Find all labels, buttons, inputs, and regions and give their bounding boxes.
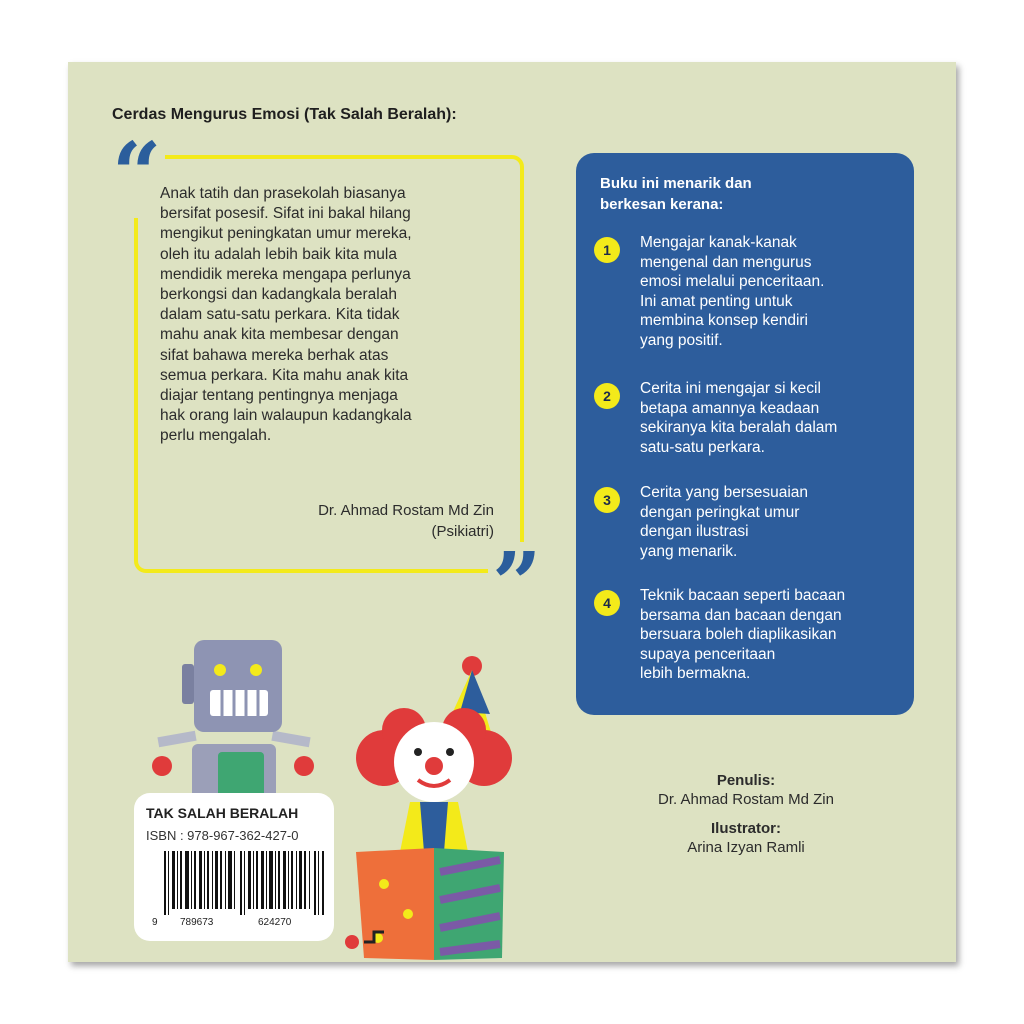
- credits: [596, 772, 896, 856]
- quote-line: oleh itu adalah lebih baik kita mula: [160, 245, 397, 263]
- quote-line: bersifat posesif. Sifat ini bakal hilang: [160, 205, 411, 223]
- quote-line: semua perkara. Kita mahu anak kita: [160, 366, 409, 384]
- open-quote-icon: “: [108, 132, 165, 218]
- barcode-digit-prefix: 9: [152, 917, 158, 928]
- isbn-book-title: TAK SALAH BERALAH: [146, 805, 299, 821]
- benefit-line: yang menarik.: [640, 542, 738, 560]
- quote-line: mahu anak kita membesar dengan: [160, 326, 399, 344]
- benefit-item-4: [594, 586, 900, 684]
- benefit-line: Teknik bacaan seperti bacaan: [640, 587, 846, 604]
- robot-illustration: [148, 634, 318, 804]
- number-badge: 1: [594, 237, 620, 263]
- quote-line: Anak tatih dan prasekolah biasanya: [160, 185, 406, 202]
- quote-line: dalam satu-satu perkara. Kita tidak: [160, 306, 400, 324]
- benefits-title-line: berkesan kerana:: [600, 196, 724, 213]
- quote-author-role: (Psikiatri): [431, 523, 494, 540]
- illustrator-name: Arina Izyan Ramli: [687, 839, 805, 856]
- benefit-item-2: [594, 379, 900, 457]
- barcode-digits-left: 789673: [180, 917, 214, 928]
- isbn-number: ISBN : 978-967-362-427-0: [146, 828, 299, 843]
- benefit-text: [640, 586, 900, 684]
- benefit-line: sekiranya kita beralah dalam: [640, 419, 838, 436]
- benefit-line: emosi melalui penceritaan.: [640, 273, 825, 290]
- benefit-line: membina konsep kendiri: [640, 312, 809, 329]
- benefit-line: Cerita ini mengajar si kecil: [640, 380, 821, 397]
- benefit-line: Ini amat penting untuk: [640, 292, 793, 310]
- benefit-line: supaya penceritaan: [640, 645, 776, 663]
- benefit-text: [640, 233, 900, 350]
- benefit-line: satu-satu perkara.: [640, 438, 765, 456]
- benefits-title-line: Buku ini menarik dan: [600, 175, 752, 192]
- quote-attribution: [318, 500, 494, 542]
- number-badge: 4: [594, 590, 620, 616]
- quote-line: hak orang lain walaupun kadangkala: [160, 407, 412, 425]
- quote-line: sifat bahawa mereka berhak atas: [160, 346, 389, 364]
- benefit-line: yang positif.: [640, 331, 723, 349]
- benefit-line: lebih bermakna.: [640, 665, 751, 682]
- book-back-cover: [68, 62, 956, 962]
- benefit-line: Cerita yang bersesuaian: [640, 484, 809, 501]
- writer-label: Penulis:: [716, 772, 776, 789]
- benefit-line: dengan peringkat umur: [640, 503, 800, 521]
- benefit-line: dengan ilustrasi: [640, 523, 749, 540]
- barcode-digits-right: 624270: [258, 917, 292, 928]
- isbn-label: [134, 793, 334, 941]
- benefits-panel: [576, 153, 914, 715]
- illustrator-label: Ilustrator:: [710, 820, 781, 837]
- number-badge: 2: [594, 383, 620, 409]
- quote-line: mendidik mereka mengapa perlunya: [160, 265, 411, 283]
- clown-jack-in-the-box-illustration: [344, 652, 524, 962]
- writer-name: Dr. Ahmad Rostam Md Zin: [658, 791, 834, 808]
- benefits-title: [600, 173, 752, 215]
- barcode-icon: [164, 851, 324, 915]
- quote-line: diajar tentang pentingnya menjaga: [160, 387, 398, 405]
- benefit-text: [640, 379, 900, 457]
- benefit-line: mengenal dan mengurus: [640, 253, 812, 271]
- benefit-text: [640, 483, 900, 561]
- quote-text: [160, 184, 460, 447]
- close-quote-icon: ”: [488, 542, 545, 628]
- benefit-line: betapa amannya keadaan: [640, 399, 820, 417]
- benefit-line: bersama dan bacaan dengan: [640, 606, 842, 624]
- benefit-line: Mengajar kanak-kanak: [640, 234, 797, 251]
- page-heading: Cerdas Mengurus Emosi (Tak Salah Beralah):: [112, 106, 457, 123]
- benefit-item-3: [594, 483, 900, 561]
- quote-line: perlu mengalah.: [160, 427, 272, 445]
- benefit-item-1: [594, 233, 900, 350]
- quote-author: Dr. Ahmad Rostam Md Zin: [318, 502, 494, 519]
- quote-line: berkongsi dan kadangkala beralah: [160, 286, 397, 304]
- number-badge: 3: [594, 487, 620, 513]
- quote-line: mengikut peningkatan umur mereka,: [160, 225, 412, 243]
- benefit-line: bersuara boleh diaplikasikan: [640, 626, 837, 643]
